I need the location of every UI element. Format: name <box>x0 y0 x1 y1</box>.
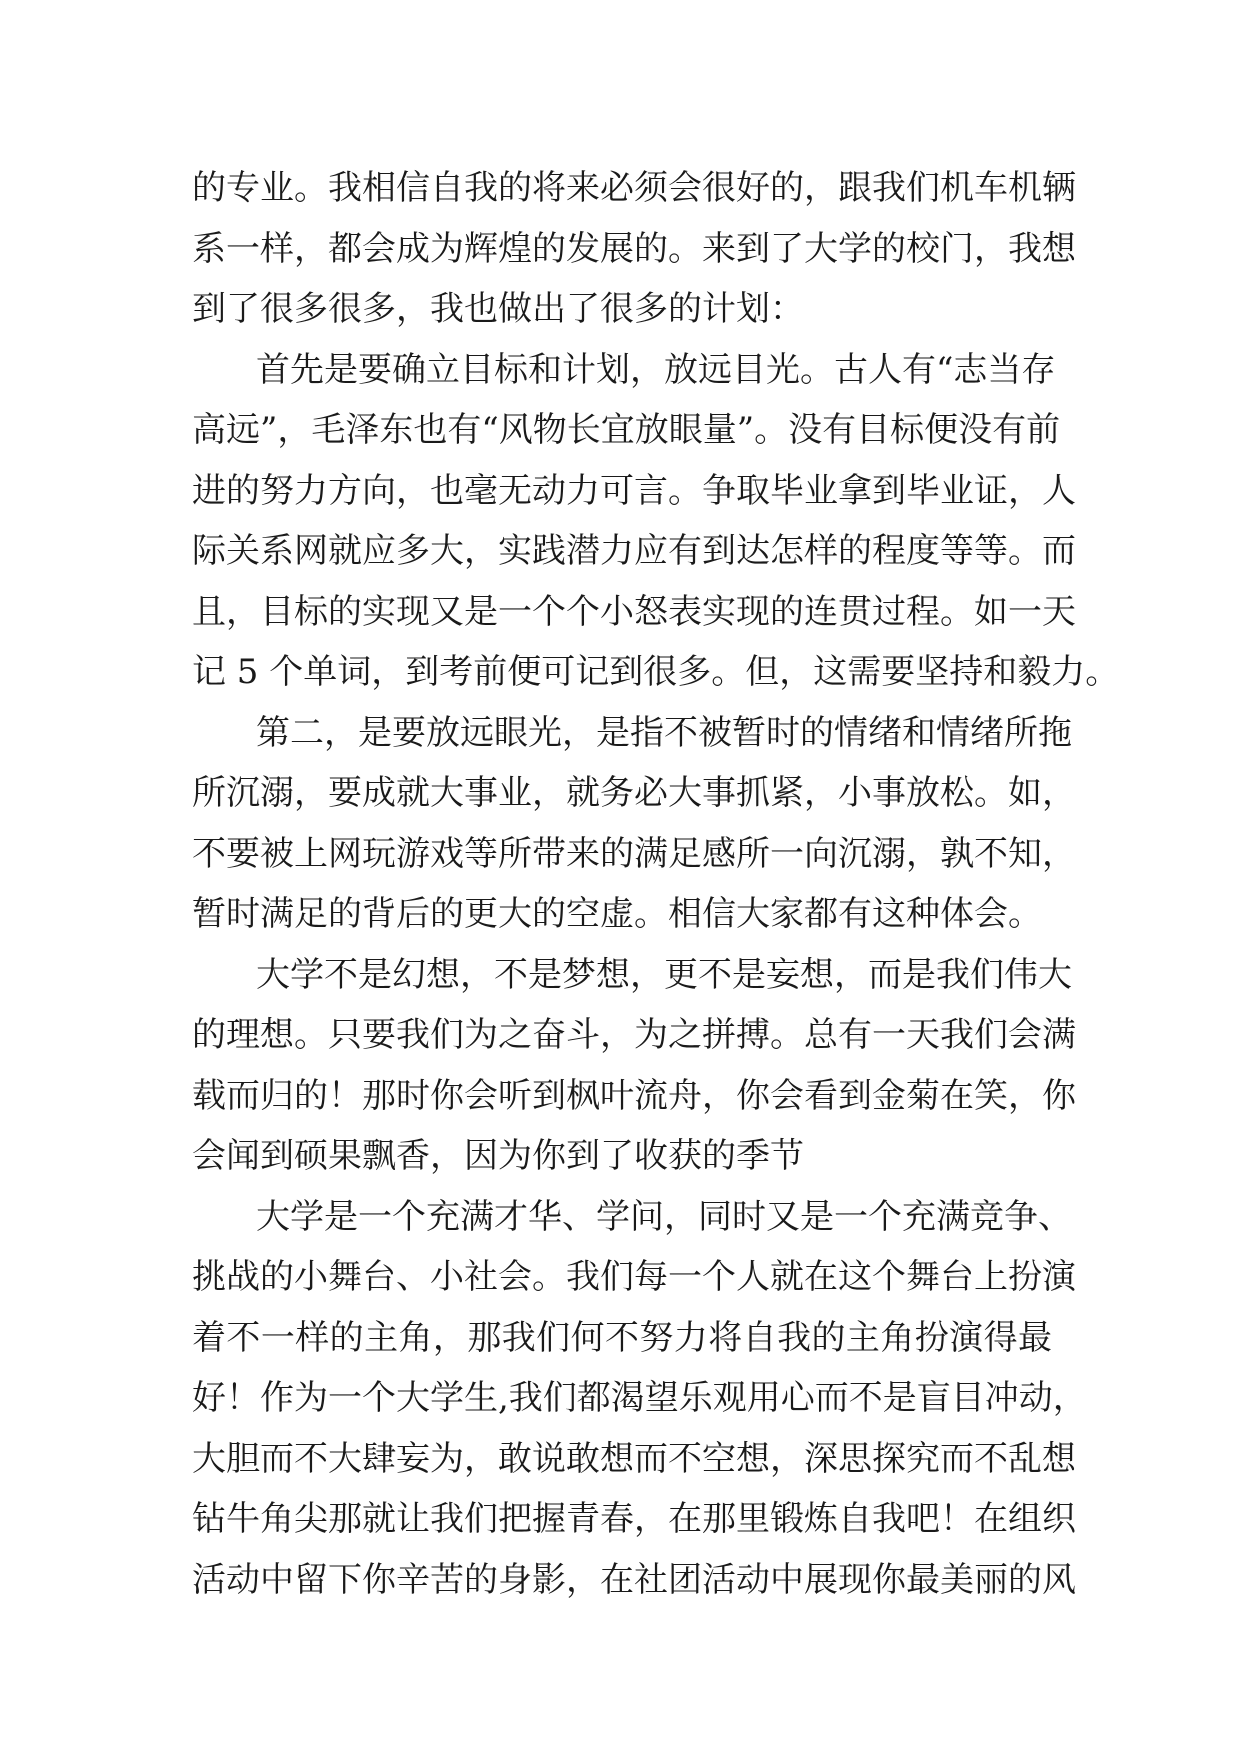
text-line: 大学不是幻想，不是梦想，更不是妄想，而是我们伟大 <box>256 954 1072 995</box>
text-line: 且，目标的实现又是一个个小怒表实现的连贯过程。如一天 <box>192 591 1076 632</box>
text-line: 际关系网就应多大，实践潜力应有到达怎样的程度等等。而 <box>192 531 1076 571</box>
text-line: 系一样，都会成为辉煌的发展的。来到了大学的校门，我想 <box>192 228 1076 269</box>
text-line: 着不一样的主角，那我们何不努力将自我的主角扮演得最 <box>192 1317 1052 1358</box>
text-line: 大胆而不大肆妄为，敢说敢想而不空想，深思探究而不乱想 <box>192 1438 1076 1479</box>
text-line: 挑战的小舞台、小社会。我们每一个人就在这个舞台上扮演 <box>192 1257 1076 1297</box>
text-line: 载而归的！那时你会听到枫叶流舟，你会看到金菊在笑，你 <box>192 1075 1076 1116</box>
text-line: 暂时满足的背后的更大的空虚。相信大家都有这种体会。 <box>192 894 1042 934</box>
text-line: 所沉溺，要成就大事业，就务必大事抓紧，小事放松。如， <box>192 773 1076 813</box>
text-line: 钻牛角尖那就让我们把握青春，在那里锻炼自我吧！在组织 <box>192 1499 1076 1539</box>
text-line: 进的努力方向，也毫无动力可言。争取毕业拿到毕业证，人 <box>192 470 1076 511</box>
text-line: 会闻到硕果飘香，因为你到了收获的季节 <box>192 1136 804 1176</box>
text-line: 的专业。我相信自我的将来必须会很好的，跟我们机车机辆 <box>192 168 1076 208</box>
text-line: 大学是一个充满才华、学问，同时又是一个充满竞争、 <box>256 1196 1072 1237</box>
text-line: 记 5 个单词，到考前便可记到很多。但，这需要坚持和毅力。 <box>192 652 1120 692</box>
body-text <box>192 158 1120 1610</box>
text-line: 高远”，毛泽东也有“风物长宜放眼量”。没有目标便没有前 <box>192 410 1061 450</box>
text-line: 好！作为一个大学生,我们都渴望乐观用心而不是盲目冲动， <box>192 1378 1087 1418</box>
text-line: 首先是要确立目标和计划，放远目光。古人有“志当存 <box>256 349 1056 390</box>
text-line: 的理想。只要我们为之奋斗，为之拼搏。总有一天我们会满 <box>192 1015 1076 1055</box>
text-line: 活动中留下你辛苦的身影，在社团活动中展现你最美丽的风 <box>192 1559 1076 1600</box>
text-line: 不要被上网玩游戏等所带来的满足感所一向沉溺，孰不知， <box>192 833 1076 874</box>
text-line: 第二，是要放远眼光，是指不被暂时的情绪和情绪所拖 <box>256 712 1072 753</box>
text-line: 到了很多很多，我也做出了很多的计划： <box>192 289 804 329</box>
